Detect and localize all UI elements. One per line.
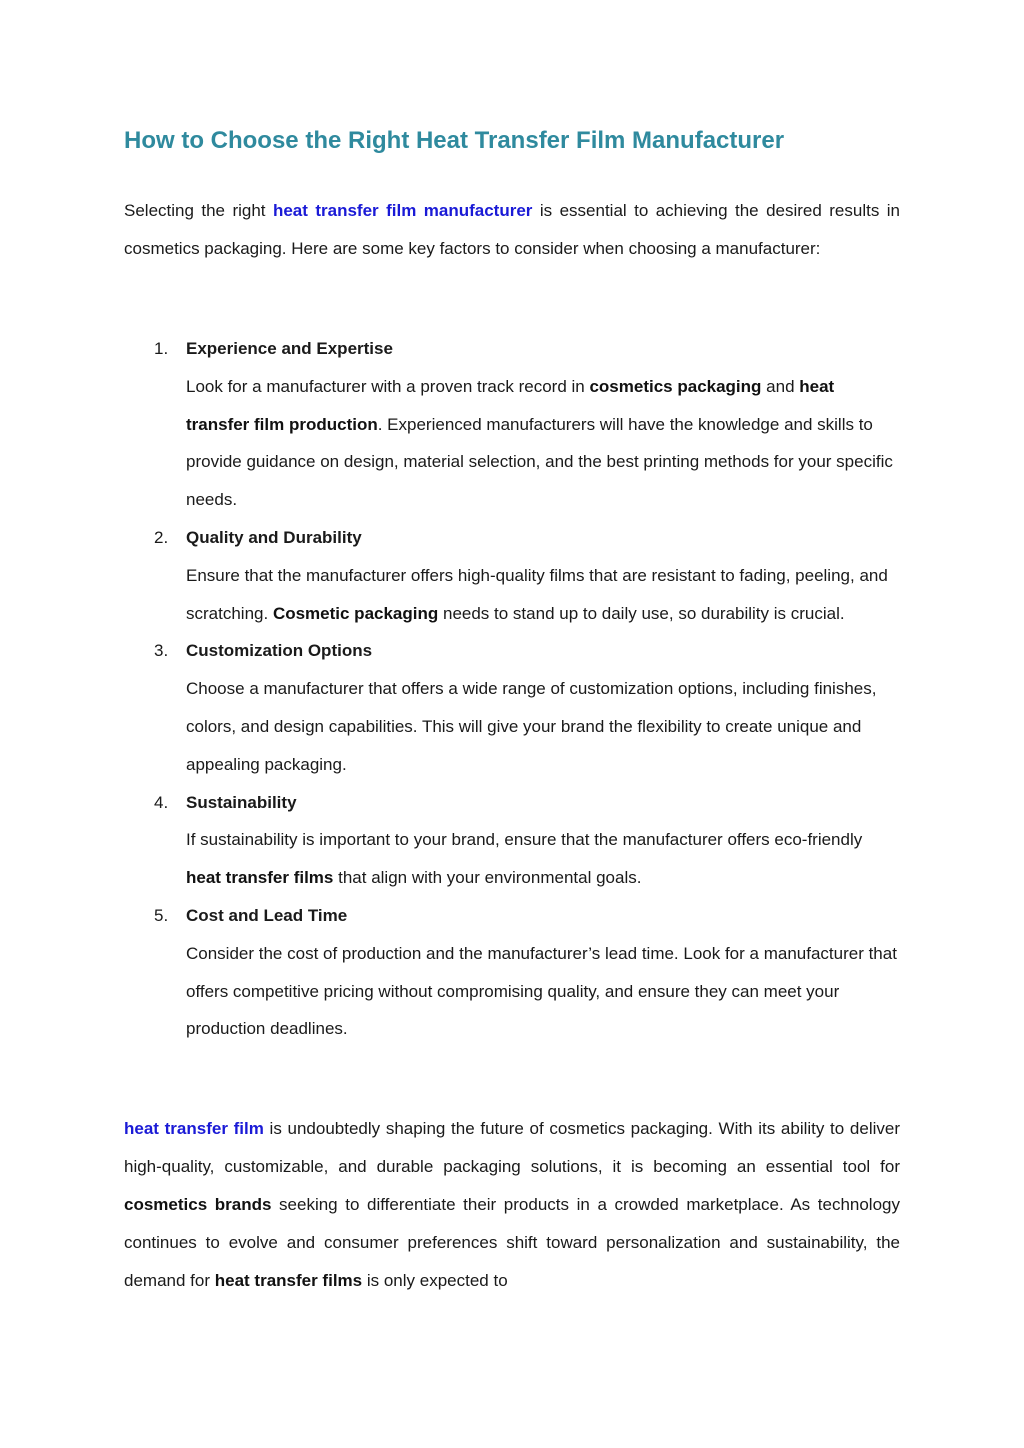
factors-list	[124, 330, 900, 1048]
list-item-body	[186, 935, 900, 1048]
body-text: . Experienced manufacturers will have the knowledge and skills to provide guidance on design, material selection, and the best printing methods for your specific needs.	[186, 414, 893, 510]
list-number: 3.	[154, 641, 169, 661]
bold-term: heat transfer films	[186, 868, 334, 888]
list-number: 2.	[154, 527, 169, 547]
body-text: is only expected to	[362, 1271, 508, 1290]
list-item-customization	[124, 632, 900, 783]
body-text: is undoubtedly shaping the future of cosmetics packaging. With its ability to deliver high-quality, customizable, and durable packaging solutions, it is becoming an essential tool for	[124, 1119, 900, 1176]
list-item-experience	[124, 330, 900, 519]
intro-text-2: is essential to achieving the desired results in cosmetics packaging. Here are some key factors to consider when choosing a manufacturer:	[124, 201, 901, 258]
body-text: Ensure that the manufacturer offers high-quality films that are resistant to fading, peeling, and scratching.	[186, 565, 888, 623]
list-item-body	[186, 821, 900, 897]
closing-paragraph	[124, 1110, 900, 1300]
intro-paragraph	[124, 192, 900, 268]
list-number: 1.	[154, 339, 169, 358]
list-item-body	[186, 368, 900, 519]
body-text: and	[761, 376, 800, 396]
list-item-title: Sustainability	[186, 792, 297, 812]
bold-term: Cosmetic packaging	[272, 603, 439, 623]
body-text: Look for a manufacturer with a proven track record in	[186, 376, 590, 396]
body-text: needs to stand up to daily use, so durability is crucial.	[438, 603, 845, 623]
list-number: 5.	[154, 905, 169, 925]
heat-transfer-film-manufacturer-link[interactable]: heat transfer film manufacturer	[272, 201, 533, 220]
body-text: seeking to differentiate their products in a crowded marketplace. As technology continues to evolve and consumer preferences shift toward personalization and sustainability, the demand for	[124, 1195, 900, 1290]
bold-term: cosmetics brands	[124, 1195, 272, 1214]
body-text: Choose a manufacturer that offers a wide range of customization options, including finishes, colors, and design capabilities. This will give your brand the flexibility to create unique and appealing packaging.	[186, 679, 877, 774]
body-text: If sustainability is important to your brand, ensure that the manufacturer offers eco-friendly	[186, 830, 863, 850]
intro-text-1: Selecting the right	[124, 201, 273, 220]
list-item-title: Cost and Lead Time	[186, 905, 348, 925]
list-number: 4.	[154, 792, 169, 812]
body-text: Consider the cost of production and the manufacturer’s lead time. Look for a manufacturer that offers competitive pricing without compromising quality, and ensure they can meet your production deadlines.	[186, 943, 897, 1039]
list-item-title: Quality and Durability	[186, 527, 362, 547]
body-text: that align with your environmental goals.	[333, 868, 642, 888]
heat-transfer-film-link[interactable]: heat transfer film	[124, 1119, 264, 1138]
list-item-body	[186, 670, 900, 783]
bold-term: heat transfer films	[214, 1271, 363, 1290]
list-item-title: Experience and Expertise	[186, 339, 393, 358]
list-item-body	[186, 557, 900, 633]
list-item-cost	[124, 897, 900, 1048]
page-title: How to Choose the Right Heat Transfer Film Manufacturer	[124, 127, 785, 154]
list-item-quality	[124, 519, 900, 632]
list-item-sustainability	[124, 784, 900, 897]
bold-term: heat transfer film production	[186, 376, 835, 434]
list-item-title: Customization Options	[186, 641, 373, 661]
bold-term: cosmetics packaging	[589, 376, 762, 396]
